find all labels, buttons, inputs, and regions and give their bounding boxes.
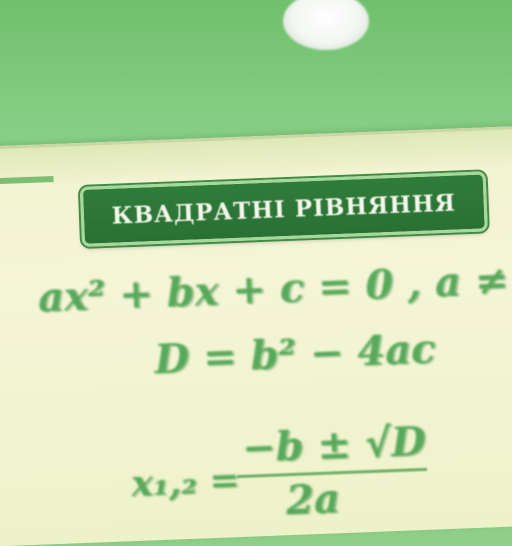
general-form-equation: ax² + bx + c = 0 , a ≠: [37, 256, 510, 322]
roots-numerator: −b ± √D: [241, 417, 427, 472]
poster-title-plate: [80, 171, 488, 247]
math-poster: [0, 125, 512, 546]
roots-formula-left: x₁,₂ =: [130, 459, 241, 506]
poster-title: КВАДРАТНІ РІВНЯННЯ: [111, 189, 457, 230]
roots-denominator: 2a: [285, 475, 341, 525]
poster-strip: [0, 176, 54, 185]
discriminant-formula: D = b² − 4ac: [153, 325, 437, 384]
